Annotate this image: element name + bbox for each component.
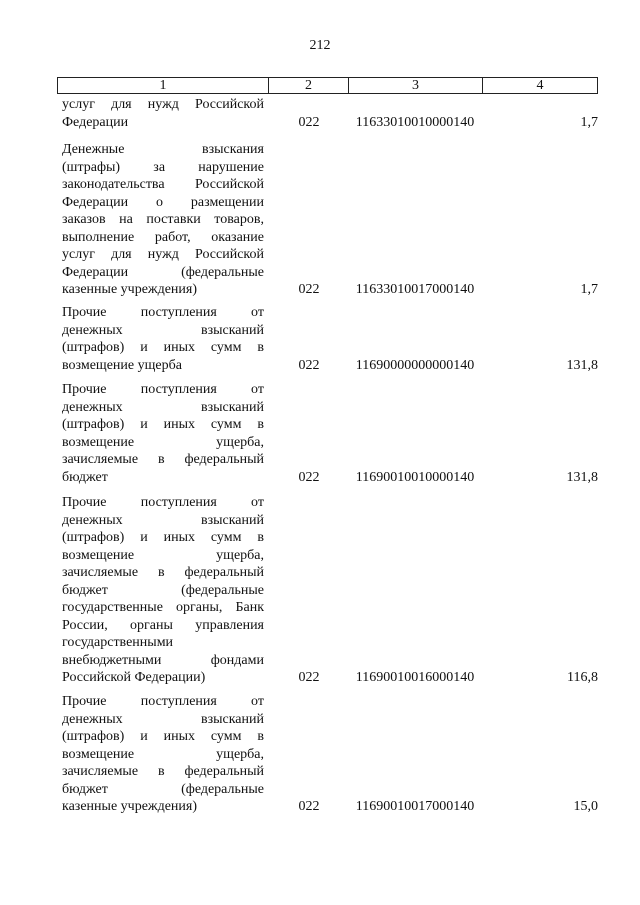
- row-amount: 1,7: [580, 282, 598, 297]
- description-line: возмещение ущерба,: [62, 547, 264, 563]
- description-line: (штрафов) и иных сумм в: [62, 729, 264, 744]
- description-line: Федерации о размещении: [62, 194, 264, 210]
- row-description: [62, 693, 264, 816]
- description-line: денежных взысканий: [62, 322, 264, 338]
- description-line: государственными: [62, 635, 174, 650]
- row-admin-code: 022: [298, 670, 320, 685]
- description-line: возмещение ущерба,: [62, 746, 264, 762]
- row-admin-code: 022: [298, 469, 320, 485]
- description-line: заказов на поставки товаров,: [62, 212, 264, 227]
- description-line: Прочие поступления от: [62, 694, 264, 709]
- description-line: Федерации: [62, 114, 129, 130]
- description-line: законодательства Российской: [62, 177, 264, 192]
- description-line: (штрафов) и иных сумм в: [62, 530, 264, 545]
- description-line: денежных взысканий: [62, 512, 264, 528]
- row-admin-code: 022: [298, 799, 320, 814]
- header-col-3: 3: [349, 78, 483, 93]
- description-line: казенные учреждения): [62, 282, 198, 297]
- description-line: бюджет: [62, 469, 108, 485]
- description-line: (штрафов) и иных сумм в: [62, 340, 264, 355]
- description-line: государственные органы, Банк: [62, 600, 264, 615]
- row-classification-code: 11690000000000140: [355, 357, 475, 373]
- description-line: денежных взысканий: [62, 399, 264, 415]
- description-line: (штрафов) и иных сумм в: [62, 417, 264, 432]
- description-line: казенные учреждения): [62, 799, 198, 814]
- row-description: [62, 96, 264, 131]
- description-line: бюджет (федеральные: [62, 781, 264, 797]
- header-col-4: 4: [536, 78, 544, 93]
- description-line: Федерации (федеральные: [62, 264, 264, 280]
- description-line: Прочие поступления от: [62, 495, 264, 510]
- row-amount: 116,8: [567, 670, 598, 685]
- row-classification-code: 11690010016000140: [355, 670, 475, 685]
- header-col-1: 1: [58, 78, 269, 93]
- row-classification-code: 11690010010000140: [355, 469, 475, 485]
- row-classification-code: 11690010017000140: [355, 799, 475, 814]
- row-description: [62, 494, 264, 687]
- row-description: [62, 141, 264, 299]
- description-line: Прочие поступления от: [62, 382, 264, 397]
- description-line: бюджет (федеральные: [62, 582, 264, 598]
- description-line: Денежные взыскания: [62, 142, 264, 157]
- description-line: (штрафы) за нарушение: [62, 159, 264, 175]
- description-line: услуг для нужд Российской: [62, 247, 264, 262]
- row-admin-code: 022: [298, 282, 320, 297]
- description-line: внебюджетными фондами: [62, 652, 264, 668]
- row-amount: 131,8: [566, 357, 598, 373]
- row-amount: 15,0: [573, 799, 598, 814]
- header-col-2: 2: [269, 78, 349, 93]
- description-line: зачисляемые в федеральный: [62, 764, 264, 779]
- description-line: Прочие поступления от: [62, 305, 264, 320]
- row-classification-code: 11633010017000140: [355, 282, 475, 297]
- row-classification-code: 11633010010000140: [355, 114, 475, 130]
- row-amount: 131,8: [566, 469, 598, 485]
- table-header: [57, 77, 598, 94]
- row-description: [62, 304, 264, 374]
- description-line: услуг для нужд Российской: [62, 97, 264, 112]
- description-line: зачисляемые в федеральный: [62, 565, 264, 580]
- description-line: возмещение ущерба,: [62, 434, 264, 450]
- description-line: возмещение ущерба: [62, 357, 182, 373]
- description-line: России, органы управления: [62, 617, 264, 633]
- description-line: выполнение работ, оказание: [62, 229, 264, 245]
- row-amount: 1,7: [580, 114, 598, 130]
- description-line: зачисляемые в федеральный: [62, 452, 264, 467]
- row-admin-code: 022: [298, 114, 320, 130]
- description-line: денежных взысканий: [62, 711, 264, 727]
- page-number: 212: [309, 38, 331, 53]
- row-description: [62, 381, 264, 486]
- description-line: Российской Федерации): [62, 670, 206, 685]
- row-admin-code: 022: [298, 357, 320, 373]
